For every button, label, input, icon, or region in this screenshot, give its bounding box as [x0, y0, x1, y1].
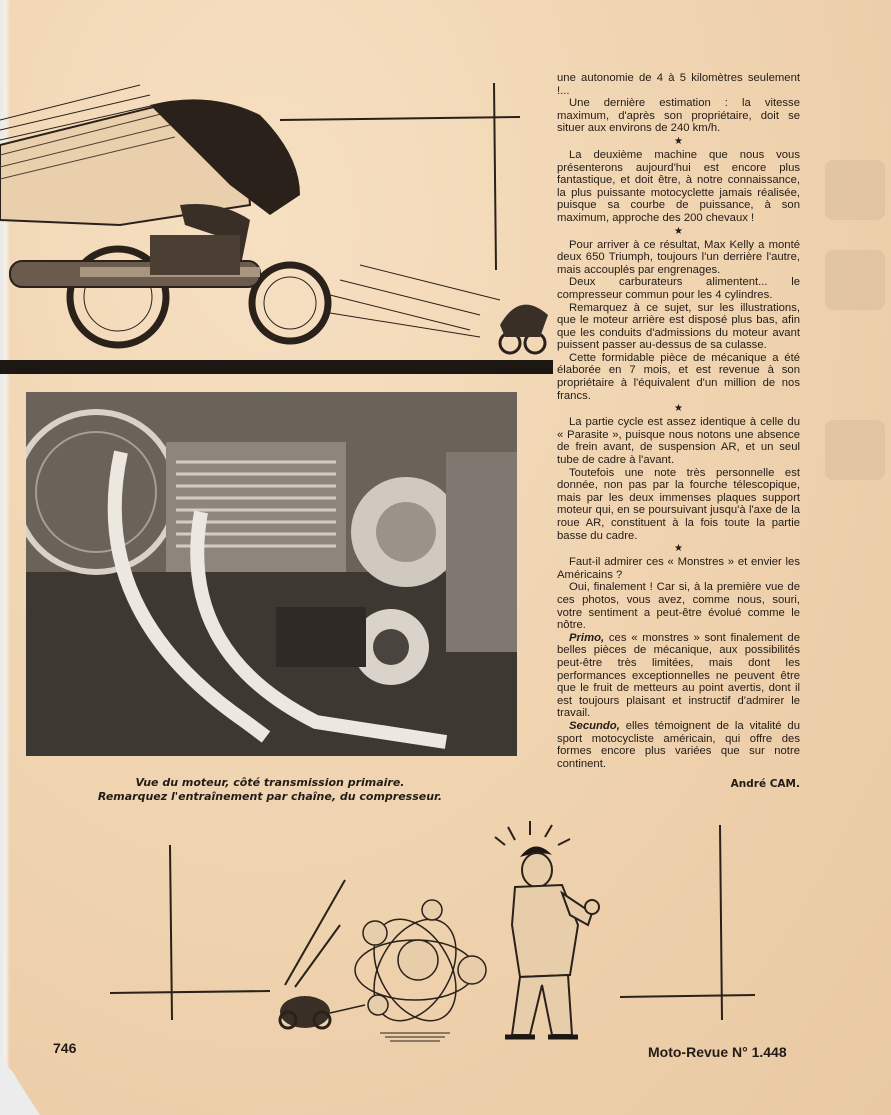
- torn-corner: [0, 1060, 40, 1115]
- article-paragraph: La deuxième machine que nous vous présenterons aujourd'hui est encore plus fantastique, et doit être, à notre connaissance, la plus puissante motocyclette jamais réalisée, puisque sa courbe de puissance, à son maximum, approche des 200 chevaux !: [557, 148, 800, 224]
- streamliner-illustration: [0, 75, 555, 380]
- article-paragraph: Pour arriver à ce résultat, Max Kelly a monté deux 650 Triumph, toujours l'un derrière l'autre, mais accouplés par engrenages.: [557, 238, 800, 276]
- section-star: ★: [674, 403, 683, 415]
- caption-line-2: Remarquez l'entraînement par chaîne, du compresseur.: [97, 790, 443, 803]
- article-paragraph: [557, 720, 800, 770]
- show-through-mark: [825, 420, 885, 480]
- show-through-mark: [825, 250, 885, 310]
- article-paragraph: Remarquez à ce sujet, sur les illustrations, que le moteur arrière est disposé plus bas, afin que les conduits d'admissions du moteur avant puissent passer au-dessus de sa culasse.: [557, 301, 800, 352]
- photo-caption: [60, 776, 480, 804]
- article-paragraph: Deux carburateurs alimentent... le compresseur commun pour les 4 cylindres.: [557, 276, 800, 301]
- engine-photo-image: [26, 392, 517, 756]
- section-star: ★: [674, 135, 683, 147]
- publication-issue: Moto-Revue N° 1.448: [648, 1044, 787, 1060]
- engine-photo: [26, 392, 517, 756]
- paragraph-body: ces « monstres » sont finalement de belles pièces de mécanique, aux possibilités peut-être très limitées, mais dont les performances exceptionnelles ne peuvent être que le fruit de metteurs au point avertis, dont il est toujours plaisant et instructif d'admirer le travail.: [557, 631, 800, 720]
- page-number: 746: [53, 1040, 77, 1056]
- article-paragraph: une autonomie de 4 à 5 kilomètres seulement !...: [557, 72, 800, 97]
- section-star: ★: [674, 225, 683, 237]
- lead-word: Primo,: [569, 631, 605, 644]
- author-signature: André CAM.: [730, 778, 800, 791]
- lead-word: Secundo,: [569, 719, 620, 732]
- article-paragraph: Toutefois une note très personnelle est donnée, non pas par la fourche télescopique, mais par les deux immenses plaques support moteur qui, en se poursuivant jusqu'à l'axe de la roue AR, constituent à la fois toute la partie basse du cadre.: [557, 466, 800, 542]
- show-through-mark: [825, 160, 885, 220]
- article-paragraph: Faut-il admirer ces « Monstres » et envier les Américains ?: [557, 556, 800, 581]
- article-paragraph: [557, 632, 800, 720]
- section-star: ★: [674, 543, 683, 555]
- article-paragraph: Une dernière estimation : la vitesse maximum, d'après son propriétaire, doit se situer aux environs de 240 km/h.: [557, 97, 800, 135]
- cartoon-illustration: [100, 815, 780, 1050]
- paragraph-body: elles témoignent de la vitalité du sport motocycliste américain, qui offre des formes encore plus variées que sur notre continent.: [557, 719, 800, 770]
- article-column: [557, 72, 800, 791]
- article-paragraph: Oui, finalement ! Car si, à la première vue de ces photos, vous avez, comme nous, souri, votre sentiment a peut-être évolué comme le nôtre.: [557, 581, 800, 632]
- article-paragraph: La partie cycle est assez identique à celle du « Parasite », puisque nous notons une absence de frein avant, de suspension AR, et un seul tube de cadre à l'avant.: [557, 416, 800, 467]
- caption-line-1: Vue du moteur, côté transmission primaire.: [135, 776, 405, 789]
- article-paragraph: Cette formidable pièce de mécanique a été élaborée en 7 mois, et est revenue à son propriétaire à l'équivalent d'un million de nos francs.: [557, 351, 800, 402]
